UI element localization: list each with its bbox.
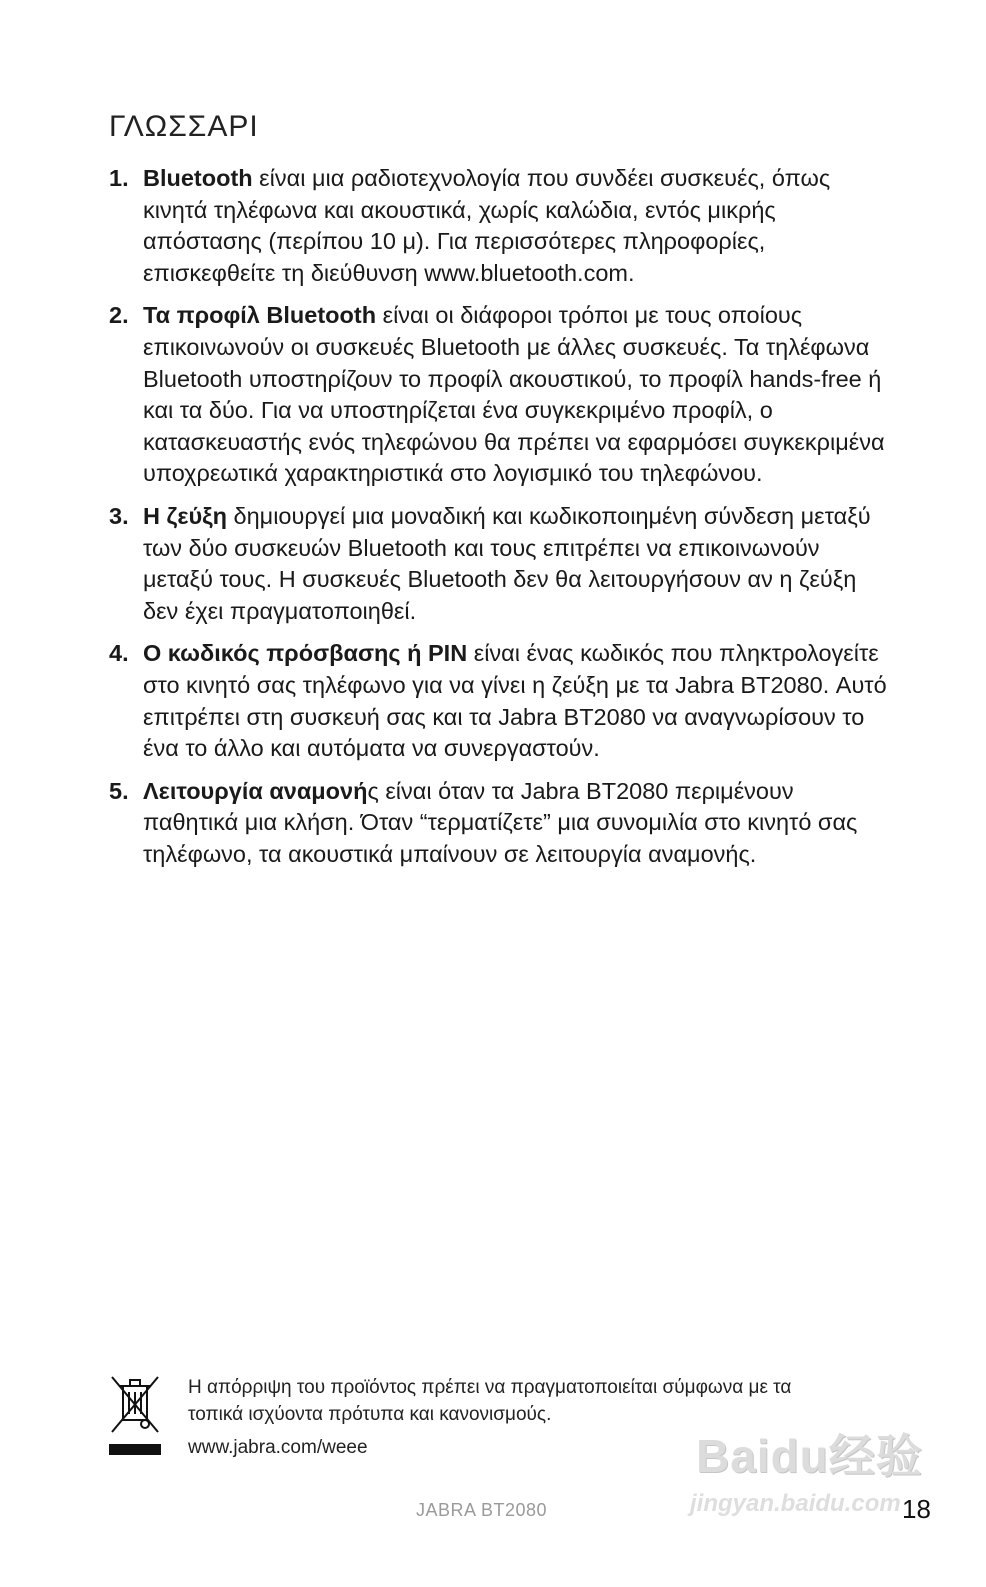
baidu-watermark bbox=[690, 1420, 940, 1530]
page-title: ΓΛΩΣΣΑΡΙ bbox=[109, 110, 259, 143]
item-term: Τα προφίλ Bluetooth bbox=[143, 302, 377, 329]
glossary-item bbox=[109, 300, 889, 490]
item-number: 4. bbox=[109, 640, 129, 667]
disposal-notice: Η απόρριψη του προϊόντος πρέπει να πραγματοποιείται σύμφωνα με τα τοπικά ισχύοντα πρότυπα και κανονισμούς. bbox=[188, 1377, 792, 1425]
item-number: 3. bbox=[109, 502, 129, 529]
glossary-item bbox=[109, 638, 889, 764]
item-term: Bluetooth bbox=[143, 165, 253, 191]
item-definition: δημιουργεί μια μοναδική και κωδικοποιημένη σύνδεση μεταξύ των δύο συσκευών Bluetooth και τους επιτρέπει να επικοινωνούν μεταξύ τους. Η συσκευές Bluetooth δεν θα λειτουργήσουν αν η ζεύξη δεν έχει πραγματοποιηθεί. bbox=[143, 502, 871, 624]
weee-symbol bbox=[109, 1374, 169, 1455]
watermark-url: jingyan.baidu.com bbox=[690, 1490, 901, 1517]
watermark-logo: Baidu经验 bbox=[696, 1430, 923, 1482]
item-term: Ο κωδικός πρόσβασης ή PIN bbox=[143, 640, 468, 667]
glossary-item bbox=[109, 163, 889, 289]
item-definition: ς είναι όταν τα Jabra BT2080 περιμένουν παθητικά μια κλήση. Όταν “τερματίζετε” μια συνομιλία στο κινητό σας τηλέφωνο, τα ακουστικά μπαίνουν σε λειτουργία αναμονής. bbox=[143, 777, 858, 867]
glossary-item bbox=[109, 776, 889, 871]
item-number: 5. bbox=[109, 777, 129, 804]
weee-link[interactable]: www.jabra.com/weee bbox=[188, 1437, 368, 1458]
footer-model: JABRA BT2080 bbox=[416, 1500, 548, 1520]
item-definition: είναι ένας κωδικός που πληκτρολογείτε στο κινητό σας τηλέφωνο για να γίνει η ζεύξη με τα Jabra BT2080. Αυτό επιτρέπει στη συσκευή σας και τα Jabra BT2080 να αναγνωρίσουν το ένα το άλλο και αυτόματα να συνεργαστούν. bbox=[143, 640, 887, 762]
item-term: Η ζεύξη bbox=[143, 502, 227, 529]
item-term: Λειτουργία αναμονή bbox=[143, 777, 368, 804]
weee-bar bbox=[109, 1444, 161, 1455]
item-number: 2. bbox=[109, 302, 129, 329]
glossary-list bbox=[109, 163, 889, 881]
item-definition: είναι μια ραδιοτεχνολογία που συνδέει συσκευές, όπως κινητά τηλέφωνα και ακουστικά, χωρίς καλώδια, εντός μικρής απόστασης (περίπου 10 μ). Για περισσότερες πληροφορίες, επισκεφθείτε τη διεύθυνση www.bluetooth.com. bbox=[143, 165, 831, 286]
item-definition: είναι οι διάφοροι τρόποι με τους οποίους επικοινωνούν οι συσκευές Bluetooth με άλλες συσκευές. Τα τηλέφωνα Bluetooth υποστηρίζουν το προφίλ ακουστικού, το προφίλ hands-free ή και τα δύο. Για να υποστηρίζεται ένα συγκεκριμένο προφίλ, ο κατασκευαστής ενός τηλεφώνου θα πρέπει να εφαρμόσει συγκεκριμένα υποχρεωτικά χαρακτηριστικά στο λογισμικό του τηλεφώνου. bbox=[143, 302, 885, 487]
crossed-out-wheelie-bin-icon bbox=[109, 1374, 161, 1436]
glossary-item bbox=[109, 501, 889, 627]
page-number: 18 bbox=[902, 1494, 931, 1524]
item-number: 1. bbox=[109, 165, 129, 191]
